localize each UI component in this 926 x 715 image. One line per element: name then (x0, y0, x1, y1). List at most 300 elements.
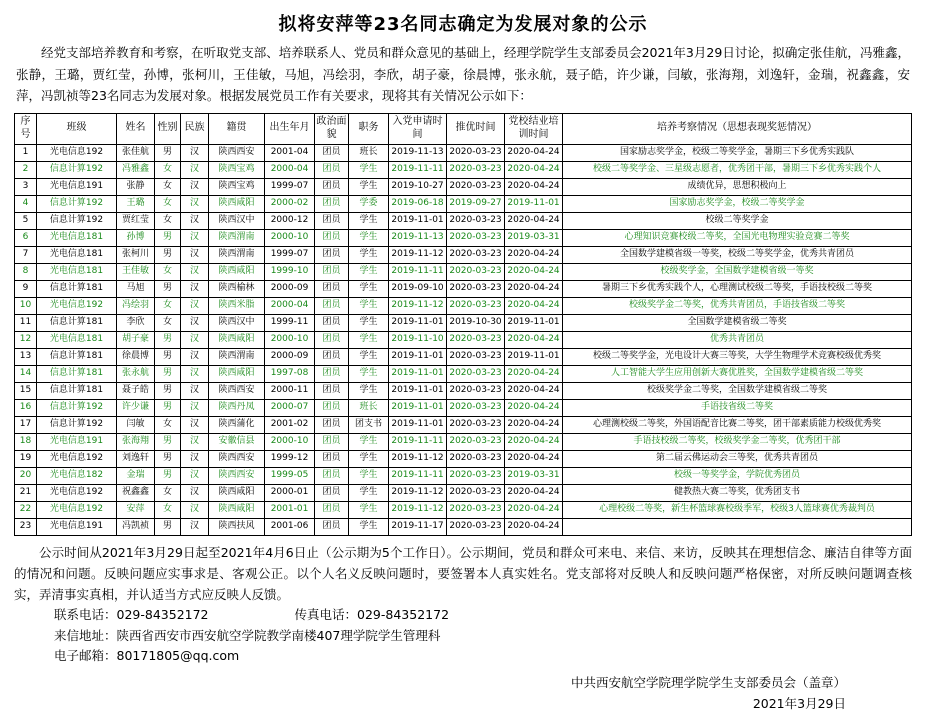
cell-birth: 1999-11 (265, 314, 315, 331)
cell-recommend-time: 2020-03-23 (447, 416, 505, 433)
cell-remark: 校级一等奖学金，学院优秀团员 (563, 467, 912, 484)
cell-duty: 学生 (349, 263, 389, 280)
contact-block (14, 605, 912, 666)
cell-training-time: 2020-04-24 (505, 518, 563, 535)
cell-duty: 学生 (349, 280, 389, 297)
cell-recommend-time: 2020-03-23 (447, 246, 505, 263)
cell-duty: 团支书 (349, 416, 389, 433)
cell-political-status: 团员 (315, 280, 349, 297)
cell-political-status: 团员 (315, 314, 349, 331)
cell-remark: 心理测校级二等奖，外国语配音比赛二等奖，团干部素质能力校级优秀奖 (563, 416, 912, 433)
cell-recommend-time: 2020-03-23 (447, 399, 505, 416)
cell-birth: 2000-09 (265, 280, 315, 297)
cell-duty: 班长 (349, 399, 389, 416)
cell-birth: 2000-10 (265, 331, 315, 348)
cell-nation: 汉 (181, 501, 209, 518)
cell-birth: 2000-11 (265, 382, 315, 399)
cell-remark: 全国数学建模省级二等奖 (563, 314, 912, 331)
cell-recommend-time: 2020-03-23 (447, 144, 505, 161)
cell-name: 安萍 (117, 501, 155, 518)
cell-name: 金瑞 (117, 467, 155, 484)
cell-native-place: 陕西咸阳 (209, 195, 265, 212)
cell-nation: 汉 (181, 246, 209, 263)
cell-sex: 男 (155, 348, 181, 365)
cell-sex: 女 (155, 484, 181, 501)
cell-remark: 手语技校级二等奖，校级奖学金二等奖，优秀团干部 (563, 433, 912, 450)
cell-recommend-time: 2020-03-23 (447, 212, 505, 229)
cell-recommend-time: 2020-03-23 (447, 229, 505, 246)
cell-political-status: 团员 (315, 416, 349, 433)
cell-name: 张柯川 (117, 246, 155, 263)
cell-class: 光电信息192 (37, 501, 117, 518)
cell-index: 9 (15, 280, 37, 297)
cell-recommend-time: 2020-03-23 (447, 484, 505, 501)
col-duty: 职务 (349, 113, 389, 144)
cell-remark: 心理知识竞赛校级二等奖，全国光电物理实验竞赛二等奖 (563, 229, 912, 246)
cell-class: 信息计算181 (37, 314, 117, 331)
fax-value: 029-84352172 (357, 607, 450, 623)
cell-class: 信息计算181 (37, 348, 117, 365)
cell-nation: 汉 (181, 467, 209, 484)
cell-class: 光电信息191 (37, 518, 117, 535)
cell-sex: 女 (155, 212, 181, 229)
cell-training-time: 2020-04-24 (505, 280, 563, 297)
table-row (15, 297, 912, 314)
cell-index: 17 (15, 416, 37, 433)
cell-class: 信息计算192 (37, 399, 117, 416)
cell-recommend-time: 2020-03-23 (447, 501, 505, 518)
col-class: 班级 (37, 113, 117, 144)
cell-native-place: 陕西西安 (209, 144, 265, 161)
cell-native-place: 陕西米脂 (209, 297, 265, 314)
cell-duty: 学生 (349, 365, 389, 382)
cell-sex: 男 (155, 246, 181, 263)
cell-nation: 汉 (181, 195, 209, 212)
cell-sex: 男 (155, 399, 181, 416)
cell-apply-time: 2019-11-13 (389, 144, 447, 161)
cell-apply-time: 2019-11-01 (389, 399, 447, 416)
cell-nation: 汉 (181, 263, 209, 280)
contact-phone-row (54, 605, 912, 625)
col-recommend-time: 推优时间 (447, 113, 505, 144)
table-row (15, 382, 912, 399)
cell-recommend-time: 2020-03-23 (447, 518, 505, 535)
cell-native-place: 陕西西安 (209, 382, 265, 399)
table-row (15, 314, 912, 331)
cell-duty: 学生 (349, 314, 389, 331)
cell-political-status: 团员 (315, 212, 349, 229)
cell-name: 王佳敏 (117, 263, 155, 280)
cell-training-time: 2020-04-24 (505, 161, 563, 178)
cell-sex: 男 (155, 433, 181, 450)
cell-training-time: 2019-03-31 (505, 467, 563, 484)
cell-sex: 男 (155, 280, 181, 297)
cell-political-status: 团员 (315, 161, 349, 178)
cell-native-place: 陕西宝鸡 (209, 178, 265, 195)
email-label: 电子邮箱： (54, 647, 117, 663)
notice-paragraph: 公示时间从2021年3月29日起至2021年4月6日止（公示期为5个工作日）。公示期间，党员和群众可来电、来信、来访，反映其在理想信念、廉洁自律等方面的情况和问题。反映问题应实事求是、客观公正。以个人名义反映问题时，要签署本人真实姓名。党支部将对反映人和反映问题严格保密，对所反映问题调查核实，弄清事实真相，并认适当方式应反映人反馈。 (14, 544, 912, 602)
table-row (15, 399, 912, 416)
cell-class: 信息计算181 (37, 365, 117, 382)
cell-nation: 汉 (181, 212, 209, 229)
cell-nation: 汉 (181, 178, 209, 195)
cell-apply-time: 2019-11-01 (389, 348, 447, 365)
table-row (15, 212, 912, 229)
signature-org: 中共西安航空学院理学院学生支部委员会（盖章） (570, 675, 846, 690)
cell-duty: 班长 (349, 144, 389, 161)
cell-apply-time: 2019-11-11 (389, 467, 447, 484)
cell-recommend-time: 2020-03-23 (447, 365, 505, 382)
col-native-place: 籍贯 (209, 113, 265, 144)
cell-political-status: 团员 (315, 433, 349, 450)
cell-remark: 成绩优异，思想积极向上 (563, 178, 912, 195)
cell-native-place: 陕西咸阳 (209, 263, 265, 280)
cell-class: 信息计算181 (37, 382, 117, 399)
page-title: 拟将安萍等23名同志确定为发展对象的公示 (278, 14, 648, 35)
contact-address-row (54, 626, 912, 646)
col-training-time: 党校结业培训时间 (505, 113, 563, 144)
cell-political-status: 团员 (315, 518, 349, 535)
cell-political-status: 团员 (315, 399, 349, 416)
cell-duty: 学生 (349, 348, 389, 365)
cell-training-time: 2019-11-01 (505, 348, 563, 365)
cell-sex: 男 (155, 229, 181, 246)
cell-training-time: 2020-04-24 (505, 484, 563, 501)
cell-apply-time: 2019-11-01 (389, 365, 447, 382)
cell-nation: 汉 (181, 518, 209, 535)
cell-remark: 校级奖学金二等奖，优秀共青团员，手语技省级二等奖 (563, 297, 912, 314)
cell-nation: 汉 (181, 297, 209, 314)
cell-sex: 男 (155, 467, 181, 484)
cell-training-time: 2020-04-24 (505, 416, 563, 433)
cell-political-status: 团员 (315, 382, 349, 399)
cell-recommend-time: 2020-03-23 (447, 382, 505, 399)
table-row (15, 280, 912, 297)
cell-nation: 汉 (181, 314, 209, 331)
cell-remark: 校级二等奖学金 (563, 212, 912, 229)
cell-training-time: 2020-04-24 (505, 212, 563, 229)
cell-political-status: 团员 (315, 348, 349, 365)
cell-sex: 男 (155, 382, 181, 399)
cell-nation: 汉 (181, 229, 209, 246)
table-body (15, 144, 912, 535)
cell-training-time: 2020-04-24 (505, 433, 563, 450)
cell-remark: 第二届云佛运动会三等奖，优秀共青团员 (563, 450, 912, 467)
cell-duty: 学委 (349, 195, 389, 212)
cell-sex: 女 (155, 161, 181, 178)
cell-name: 许少谦 (117, 399, 155, 416)
cell-political-status: 团员 (315, 195, 349, 212)
cell-native-place: 陕西蒲化 (209, 416, 265, 433)
cell-native-place: 陕西扶风 (209, 518, 265, 535)
cell-native-place: 安徽信县 (209, 433, 265, 450)
table-row (15, 433, 912, 450)
cell-native-place: 陕西榆林 (209, 280, 265, 297)
cell-birth: 1999-07 (265, 246, 315, 263)
cell-index: 10 (15, 297, 37, 314)
cell-name: 孙博 (117, 229, 155, 246)
cell-recommend-time: 2020-03-23 (447, 178, 505, 195)
cell-native-place: 陕西汉中 (209, 314, 265, 331)
cell-remark: 手语技省级二等奖 (563, 399, 912, 416)
cell-apply-time: 2019-11-01 (389, 416, 447, 433)
cell-class: 光电信息181 (37, 229, 117, 246)
cell-recommend-time: 2019-10-30 (447, 314, 505, 331)
col-sex: 性别 (155, 113, 181, 144)
cell-nation: 汉 (181, 348, 209, 365)
cell-remark: 全国数学建模省级一等奖，校级二等奖学金，优秀共青团员 (563, 246, 912, 263)
cell-nation: 汉 (181, 280, 209, 297)
intro-paragraph: 经党支部培养教育和考察，在听取党支部、培养联系人、党员和群众意见的基础上，经理学院学生支部委员会2021年3月29日讨论，拟确定张佳航，冯雅鑫，张静，王璐，贾红莹，孙博，张柯川，王佳敏，马旭，冯绘羽，李欣，胡子豪，徐晨博，张永航，聂子皓，许少谦，闫敏，张海翔，刘逸轩，金瑞，祝鑫鑫，安萍，冯凯祯等23名同志为发展对象。根据发展党员工作有关要求，现将其有关情况公示如下： (16, 45, 910, 103)
cell-class: 信息计算192 (37, 161, 117, 178)
cell-remark: 暑期三下乡优秀实践个人，心理测试校级二等奖，手语技校级二等奖 (563, 280, 912, 297)
cell-apply-time: 2019-11-13 (389, 229, 447, 246)
cell-apply-time: 2019-11-12 (389, 246, 447, 263)
cell-apply-time: 2019-11-10 (389, 331, 447, 348)
cell-class: 光电信息191 (37, 433, 117, 450)
cell-apply-time: 2019-11-12 (389, 450, 447, 467)
cell-recommend-time: 2020-03-23 (447, 450, 505, 467)
cell-birth: 2000-07 (265, 399, 315, 416)
cell-name: 闫敏 (117, 416, 155, 433)
cell-training-time: 2020-04-24 (505, 144, 563, 161)
cell-training-time: 2020-04-24 (505, 331, 563, 348)
address-label: 来信地址： (54, 627, 117, 643)
cell-sex: 女 (155, 314, 181, 331)
cell-sex: 女 (155, 416, 181, 433)
cell-nation: 汉 (181, 331, 209, 348)
cell-name: 张静 (117, 178, 155, 195)
cell-duty: 学生 (349, 433, 389, 450)
col-birth: 出生年月 (265, 113, 315, 144)
cell-name: 胡子豪 (117, 331, 155, 348)
cell-remark (563, 518, 912, 535)
cell-birth: 2001-06 (265, 518, 315, 535)
signature-date: 2021年3月29日 (752, 696, 846, 712)
cell-training-time: 2020-04-24 (505, 246, 563, 263)
cell-remark: 健教热大赛二等奖，优秀团支书 (563, 484, 912, 501)
cell-native-place: 陕西西安 (209, 450, 265, 467)
cell-recommend-time: 2020-03-23 (447, 331, 505, 348)
cell-native-place: 陕西汉中 (209, 212, 265, 229)
cell-native-place: 陕西宝鸡 (209, 161, 265, 178)
cell-remark: 校级奖学金二等奖，全国数学建模省级二等奖 (563, 382, 912, 399)
cell-recommend-time: 2020-03-23 (447, 161, 505, 178)
cell-training-time: 2020-04-24 (505, 450, 563, 467)
cell-duty: 学生 (349, 518, 389, 535)
col-remark: 培养考察情况（思想表现奖惩情况） (563, 113, 912, 144)
cell-sex: 男 (155, 450, 181, 467)
cell-sex: 男 (155, 144, 181, 161)
cell-class: 光电信息192 (37, 144, 117, 161)
cell-birth: 1999-05 (265, 467, 315, 484)
cell-recommend-time: 2020-03-23 (447, 280, 505, 297)
cell-duty: 学生 (349, 382, 389, 399)
col-index: 序号 (15, 113, 37, 144)
cell-apply-time: 2019-11-12 (389, 501, 447, 518)
cell-index: 5 (15, 212, 37, 229)
cell-nation: 汉 (181, 365, 209, 382)
cell-class: 光电信息181 (37, 246, 117, 263)
signature-block (14, 666, 912, 715)
cell-training-time: 2020-04-24 (505, 263, 563, 280)
cell-recommend-time: 2019-09-27 (447, 195, 505, 212)
cell-training-time: 2020-04-24 (505, 365, 563, 382)
cell-apply-time: 2019-09-10 (389, 280, 447, 297)
cell-remark: 人工智能大学生应用创新大赛优胜奖，全国数学建模省级二等奖 (563, 365, 912, 382)
cell-birth: 2000-12 (265, 212, 315, 229)
cell-native-place: 陕西咸阳 (209, 501, 265, 518)
cell-duty: 学生 (349, 501, 389, 518)
table-row (15, 416, 912, 433)
cell-political-status: 团员 (315, 501, 349, 518)
cell-index: 3 (15, 178, 37, 195)
cell-class: 信息计算192 (37, 212, 117, 229)
table-row (15, 365, 912, 382)
cell-index: 14 (15, 365, 37, 382)
cell-birth: 2000-04 (265, 297, 315, 314)
cell-sex: 女 (155, 195, 181, 212)
table-row (15, 144, 912, 161)
cell-recommend-time: 2020-03-23 (447, 348, 505, 365)
cell-index: 7 (15, 246, 37, 263)
cell-name: 徐晨博 (117, 348, 155, 365)
table-row (15, 229, 912, 246)
cell-nation: 汉 (181, 161, 209, 178)
cell-birth: 1999-10 (265, 263, 315, 280)
cell-apply-time: 2019-11-11 (389, 433, 447, 450)
table-row (15, 263, 912, 280)
cell-birth: 2000-04 (265, 161, 315, 178)
cell-birth: 1999-07 (265, 178, 315, 195)
cell-native-place: 陕西咸阳 (209, 365, 265, 382)
cell-duty: 学生 (349, 467, 389, 484)
cell-birth: 2000-09 (265, 348, 315, 365)
notice-footer (14, 536, 912, 606)
cell-birth: 1999-12 (265, 450, 315, 467)
cell-index: 21 (15, 484, 37, 501)
cell-duty: 学生 (349, 297, 389, 314)
cell-index: 12 (15, 331, 37, 348)
cell-nation: 汉 (181, 416, 209, 433)
col-name: 姓名 (117, 113, 155, 144)
cell-political-status: 团员 (315, 365, 349, 382)
cell-duty: 学生 (349, 331, 389, 348)
cell-class: 光电信息192 (37, 450, 117, 467)
cell-sex: 女 (155, 263, 181, 280)
cell-remark: 心理校级二等奖，新生杯篮球赛校级季军，校级3人篮球赛优秀裁判员 (563, 501, 912, 518)
cell-nation: 汉 (181, 144, 209, 161)
cell-name: 马旭 (117, 280, 155, 297)
cell-native-place: 陕西渭南 (209, 229, 265, 246)
cell-apply-time: 2019-11-01 (389, 212, 447, 229)
cell-training-time: 2019-03-31 (505, 229, 563, 246)
cell-native-place: 陕西丹凤 (209, 399, 265, 416)
cell-name: 贾红莹 (117, 212, 155, 229)
cell-class: 光电信息182 (37, 467, 117, 484)
cell-birth: 2001-04 (265, 144, 315, 161)
cell-nation: 汉 (181, 484, 209, 501)
cell-name: 张佳航 (117, 144, 155, 161)
cell-apply-time: 2019-06-18 (389, 195, 447, 212)
cell-duty: 学生 (349, 161, 389, 178)
cell-duty: 学生 (349, 178, 389, 195)
cell-recommend-time: 2020-03-23 (447, 263, 505, 280)
cell-index: 15 (15, 382, 37, 399)
cell-nation: 汉 (181, 382, 209, 399)
cell-training-time: 2019-11-01 (505, 314, 563, 331)
table-header-row (15, 113, 912, 144)
cell-class: 光电信息191 (37, 178, 117, 195)
cell-apply-time: 2019-10-27 (389, 178, 447, 195)
cell-index: 13 (15, 348, 37, 365)
cell-remark: 优秀共青团员 (563, 331, 912, 348)
table-row (15, 501, 912, 518)
cell-sex: 男 (155, 331, 181, 348)
cell-sex: 女 (155, 501, 181, 518)
cell-recommend-time: 2020-03-23 (447, 467, 505, 484)
cell-political-status: 团员 (315, 467, 349, 484)
cell-class: 信息计算192 (37, 195, 117, 212)
cell-name: 张海翔 (117, 433, 155, 450)
cell-index: 18 (15, 433, 37, 450)
cell-duty: 学生 (349, 246, 389, 263)
cell-remark: 校级二等奖学金、三星级志愿者，优秀团干部，暑期三下乡优秀实践个人 (563, 161, 912, 178)
cell-class: 光电信息192 (37, 297, 117, 314)
cell-class: 光电信息192 (37, 484, 117, 501)
cell-index: 1 (15, 144, 37, 161)
cell-sex: 男 (155, 518, 181, 535)
cell-name: 冯凯祯 (117, 518, 155, 535)
cell-duty: 学生 (349, 450, 389, 467)
candidates-table (14, 113, 912, 536)
cell-recommend-time: 2020-03-23 (447, 297, 505, 314)
cell-index: 16 (15, 399, 37, 416)
cell-apply-time: 2019-11-01 (389, 314, 447, 331)
cell-name: 祝鑫鑫 (117, 484, 155, 501)
cell-name: 李欣 (117, 314, 155, 331)
cell-nation: 汉 (181, 399, 209, 416)
cell-native-place: 陕西西安 (209, 467, 265, 484)
cell-name: 冯雅鑫 (117, 161, 155, 178)
cell-birth: 2000-10 (265, 229, 315, 246)
cell-index: 2 (15, 161, 37, 178)
cell-political-status: 团员 (315, 178, 349, 195)
cell-duty: 学生 (349, 484, 389, 501)
fax-label: 传真电话： (294, 607, 358, 623)
cell-political-status: 团员 (315, 331, 349, 348)
cell-index: 19 (15, 450, 37, 467)
cell-apply-time: 2019-11-11 (389, 263, 447, 280)
table-row (15, 484, 912, 501)
table-row (15, 178, 912, 195)
cell-political-status: 团员 (315, 484, 349, 501)
cell-name: 张永航 (117, 365, 155, 382)
col-political-status: 政治面貌 (315, 113, 349, 144)
table-row (15, 331, 912, 348)
cell-birth: 1997-08 (265, 365, 315, 382)
cell-remark: 校级二等奖学金，光电设计大赛三等奖，大学生物理学术竞赛校级优秀奖 (563, 348, 912, 365)
phone-label: 联系电话： (54, 607, 117, 623)
cell-recommend-time: 2020-03-23 (447, 433, 505, 450)
col-apply-time: 入党申请时间 (389, 113, 447, 144)
cell-apply-time: 2019-11-12 (389, 297, 447, 314)
cell-remark: 国家励志奖学金，校级二等奖学金 (563, 195, 912, 212)
phone-value: 029-84352172 (116, 607, 209, 623)
cell-training-time: 2020-04-24 (505, 399, 563, 416)
cell-name: 聂子皓 (117, 382, 155, 399)
cell-birth: 2001-01 (265, 501, 315, 518)
